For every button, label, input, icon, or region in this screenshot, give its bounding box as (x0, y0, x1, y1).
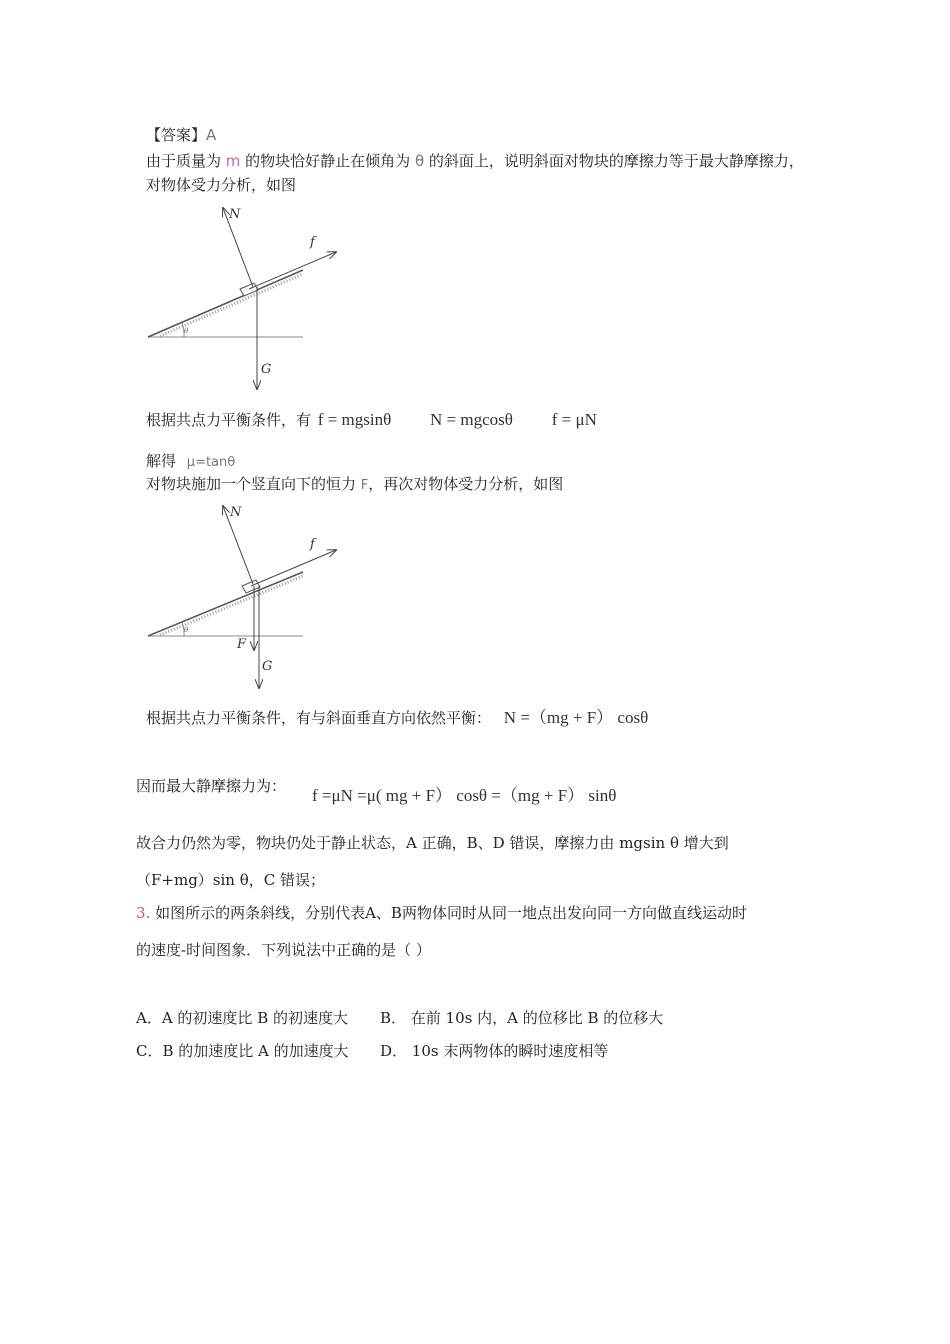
text-span: 的物块恰好静止在倾角为 (240, 152, 415, 170)
question-text: 如图所示的两条斜线，分别代表A、B两物体同时从同一地点出发向同一方向做直线运动时 (150, 904, 747, 922)
text-span: ，再次对物体受力分析，如图 (368, 475, 564, 493)
answer-line (146, 125, 216, 145)
equation-f: f = mgsinθ (317, 410, 392, 429)
equation-f-mu: f = μN (551, 410, 597, 429)
text-span: 对物块施加一个竖直向下的恒力 (146, 475, 361, 493)
mass-symbol: m (225, 152, 241, 170)
solve-result: μ=tanθ (186, 455, 236, 470)
label-N: N (230, 505, 242, 520)
equation-max-friction: f =μN =μ( mg + F） cosθ =（mg + F） sinθ (312, 786, 617, 805)
conclusion-line-1: 故合力仍然为零，物块仍处于静止状态，A 正确，B、D 错误，摩擦力由 mgsin θ 增大到 (136, 834, 729, 852)
text-span: 因而最大静摩擦力为： (136, 777, 287, 795)
explanation-paragraph-1 (146, 151, 804, 171)
label-G: G (262, 659, 273, 674)
question-3-line-2: 的速度-时间图象．下列说法中正确的是（ ） (136, 941, 431, 959)
question-number: 3. (136, 904, 151, 922)
option-C: C．B 的加速度比 A 的加速度大 (136, 1042, 349, 1060)
equation-N-F: N =（mg + F） cosθ (503, 708, 649, 727)
force-symbol: F (360, 478, 369, 493)
label-N: N (229, 207, 241, 222)
equation-line-2 (146, 708, 648, 728)
block (240, 283, 258, 296)
label-F: F (237, 637, 247, 652)
text-span: 根据共点力平衡条件，有与斜面垂直方向依然平衡： (146, 709, 492, 727)
text-span: 由于质量为 (146, 152, 226, 170)
angle-label: θ (184, 327, 189, 335)
solve-line (146, 451, 235, 473)
explanation-paragraph-1b: 对物体受力分析，如图 (146, 176, 297, 194)
incline-hatching (160, 576, 303, 635)
angle-label: θ (184, 626, 189, 634)
conclusion-line-2: （F+mg）sin θ，C 错误； (136, 871, 326, 889)
incline-hatching (160, 274, 303, 336)
option-D: D． 10s 末两物体的瞬时速度相等 (380, 1042, 609, 1060)
option-A: A．A 的初速度比 B 的初速度大 (136, 1009, 348, 1027)
explanation-paragraph-2 (146, 474, 563, 496)
force-diagram-2 (140, 500, 340, 690)
label-f: f (310, 537, 315, 552)
option-B: B． 在前 10s 内，A 的位移比 B 的位移大 (380, 1009, 664, 1027)
question-3-line-1 (136, 903, 747, 923)
answer-value: A (206, 126, 217, 144)
theta-symbol: θ (414, 152, 425, 170)
label-f: f (310, 235, 315, 250)
solve-label: 解得 (146, 452, 177, 470)
text-span: 的斜面上，说明斜面对物块的摩擦力等于最大静摩擦力， (424, 152, 804, 170)
equation-line-3 (136, 776, 286, 796)
force-diagram-1 (140, 200, 340, 390)
equation-line-1 (146, 410, 597, 430)
friction-arrow (249, 252, 336, 289)
text-span: 根据共点力平衡条件，有 (146, 411, 312, 429)
answer-label: 【答案】 (146, 126, 207, 144)
equation-N: N = mgcosθ (430, 410, 513, 429)
incline-surface (148, 572, 303, 636)
incline-surface (148, 270, 303, 337)
label-G: G (261, 362, 272, 377)
